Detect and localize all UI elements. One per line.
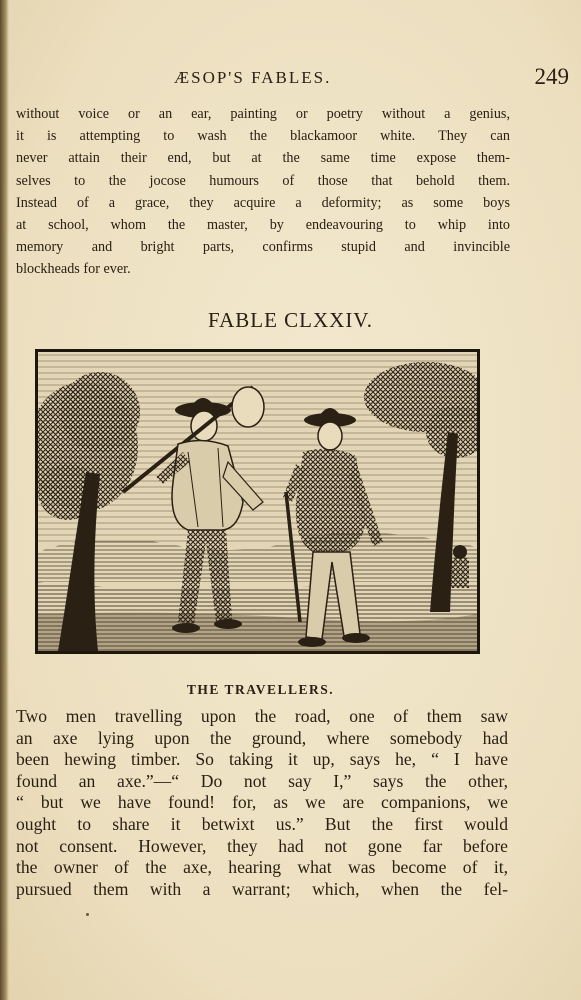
fable-body-text <box>16 706 508 900</box>
text-line: blockheads for ever. <box>16 261 131 278</box>
text-line: never attain their end, but at the same time expose them- <box>16 150 510 167</box>
woodcut-two-travellers-illustration <box>35 349 480 654</box>
text-line: at school, whom the master, by endeavouring to whip into <box>16 217 510 234</box>
text-line: not consent. However, they had not gone far before <box>16 835 508 856</box>
text-line: “ but we have found! for, as we are companions, we <box>16 792 508 813</box>
book-spine-edge <box>0 0 9 1000</box>
text-line: ought to share it betwixt us.” But the first would <box>16 813 508 834</box>
running-title: ÆSOP'S FABLES. <box>174 68 332 87</box>
text-line: the owner of the axe, hearing what was become of it, <box>16 857 508 878</box>
text-line: memory and bright parts, confirms stupid and invincible <box>16 239 510 256</box>
text-line: Two men travelling upon the road, one of them saw <box>16 706 508 726</box>
text-line: Instead of a grace, they acquire a deformity; as some boys <box>16 194 510 211</box>
intro-paragraph <box>16 103 510 281</box>
illustration-caption: THE TRAVELLERS. <box>186 682 335 697</box>
page-number: 249 <box>534 64 569 89</box>
text-line: without voice or an ear, painting or poetry without a genius, <box>16 106 510 122</box>
fable-heading: FABLE CLXXIV. <box>207 308 374 332</box>
text-line: pursued them with a warrant; which, when the fel- <box>16 878 508 899</box>
text-line: found an axe.”—“ Do not say I,” says the other, <box>16 770 508 791</box>
text-line: it is attempting to wash the blackamoor white. They can <box>16 128 510 145</box>
illustration-drawing <box>38 352 477 651</box>
text-line: selves to the jocose humours of those that behold them. <box>16 172 510 189</box>
text-line: been hewing timber. So taking it up, says he, “ I have <box>16 749 508 770</box>
paper-speck <box>86 913 89 916</box>
running-head <box>14 64 569 92</box>
text-line: an axe lying upon the ground, where somebody had <box>16 727 508 748</box>
